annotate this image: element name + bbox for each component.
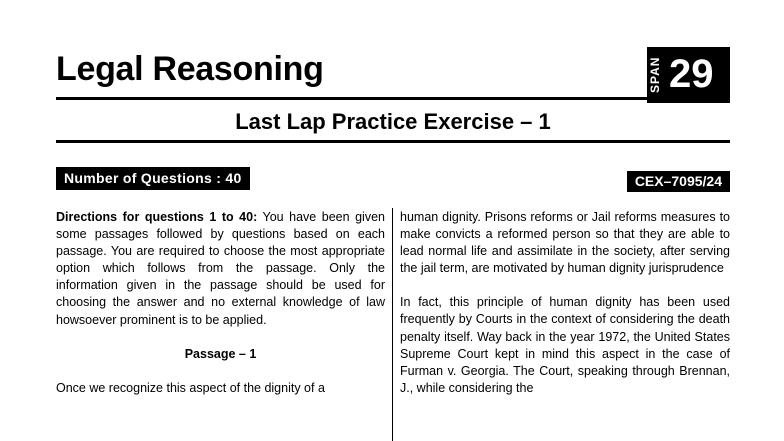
right-paragraph-2: In fact, this principle of human dignity has been used frequently by Courts in the context of considering the death penalty itself. Way back in the year 1972, the United States Supreme Court kept in mind this aspect in the case of Furman v. Georgia. The Court, speaking through Brennan, J., while considering the <box>400 295 730 395</box>
passage-title: Passage – 1 <box>184 346 257 361</box>
span-badge-number: 29 <box>669 52 714 96</box>
passage-start: Once we recognize this aspect of the dignity of a <box>56 380 325 395</box>
left-column <box>56 209 385 397</box>
page-title: Legal Reasoning <box>56 50 324 88</box>
top-rule <box>56 97 730 100</box>
mid-rule <box>56 140 730 143</box>
exercise-code-badge: CEX–7095/24 <box>627 171 730 192</box>
column-divider <box>392 208 393 441</box>
right-paragraph-1: human dignity. Prisons reforms or Jail reforms measures to make convicts a reformed person so that they are able to lead normal life and assimilate in the society, after serving the jail term, are motivated by human dignity jurisprudence <box>400 210 730 276</box>
number-of-questions-badge: Number of Questions : 40 <box>56 167 250 190</box>
right-column <box>400 209 730 397</box>
directions-lead: Directions for questions 1 to 40: <box>56 210 258 224</box>
directions-paragraph <box>56 209 385 329</box>
span-badge-label: SPAN <box>648 56 662 94</box>
directions-text: You have been given some passages followed by questions based on each passage. You are required to choose the most appropriate option which follows from the passage. Only the information given in the passage should be used for choosing the answer and no external knowledge of law howsoever prominent is to be applied. <box>56 210 385 327</box>
page-subtitle: Last Lap Practice Exercise – 1 <box>235 109 551 134</box>
span-badge <box>647 47 730 103</box>
